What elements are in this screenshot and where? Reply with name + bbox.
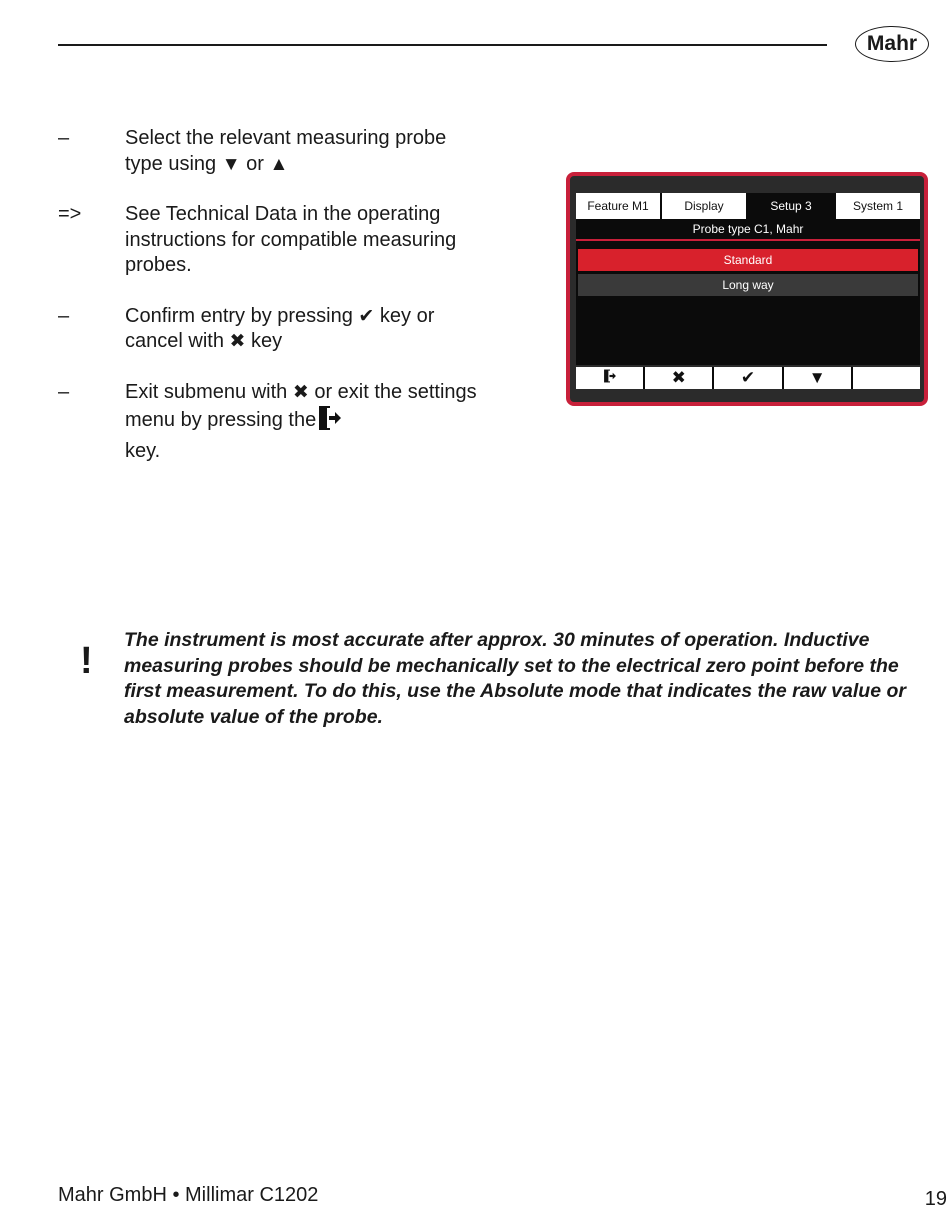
step-confirm-entry [58, 304, 488, 355]
exit-icon [318, 405, 342, 439]
up-arrow-icon: ▲ [269, 153, 289, 175]
exit-softkey[interactable] [576, 367, 643, 389]
cross-icon: ✖ [229, 331, 246, 352]
tab-feature[interactable]: Feature M1 [576, 193, 660, 219]
confirm-softkey[interactable] [714, 367, 781, 389]
device-screen [566, 172, 928, 406]
screen-body [576, 219, 920, 365]
device-tabs [576, 193, 920, 219]
down-softkey[interactable] [784, 367, 851, 389]
mahr-logo: Mahr [855, 26, 929, 62]
step-see-technical-data [58, 202, 488, 279]
header-rule [58, 44, 827, 46]
step-text-part: key [245, 330, 283, 352]
step-text [125, 380, 488, 465]
step-text [125, 304, 488, 355]
empty-softkey[interactable] [853, 367, 920, 389]
page-number: 19 [924, 1188, 947, 1210]
step-marker: – [58, 380, 70, 403]
tab-display[interactable]: Display [662, 193, 746, 219]
step-text-part: or exit the settings menu by pressing the [125, 380, 477, 431]
step-text-part: key or cancel with [125, 304, 435, 352]
cancel-softkey[interactable] [645, 367, 712, 389]
tab-setup[interactable]: Setup 3 [748, 193, 834, 219]
step-exit-menu [58, 380, 488, 465]
footer-company: Mahr GmbH • Millimar C1202 [58, 1184, 319, 1206]
option-long-way[interactable]: Long way [578, 274, 918, 296]
exit-icon [603, 368, 617, 388]
step-marker: => [58, 203, 82, 225]
softkey-bar [576, 367, 920, 389]
warning-exclamation-icon: ! [80, 640, 93, 682]
down-arrow-icon: ▼ [808, 368, 826, 387]
step-select-probe [58, 126, 488, 177]
title-rule [576, 239, 920, 241]
step-text-part: or [240, 152, 270, 175]
step-text-part: Select the relevant measuring probe type using [125, 127, 447, 175]
step-marker: – [58, 304, 70, 327]
step-text-part: Exit submenu with [125, 380, 293, 403]
step-marker: – [58, 127, 70, 149]
tab-system[interactable]: System 1 [836, 193, 920, 219]
confirm-icon: ✔ [740, 368, 756, 387]
step-text: See Technical Data in the operating instructions for compatible measuring probes. [125, 203, 457, 276]
check-icon: ✔ [358, 305, 375, 327]
step-text-part: Confirm entry by pressing [125, 304, 359, 327]
step-text [125, 126, 488, 177]
note-text: The instrument is most accurate after approx. 30 minutes of operation. Inductive measuring probes should be mechanically set to the electrical zero point before the first measurement. To do this, use the Absolute mode that indicates the raw value or absolute value of the probe. [124, 629, 906, 728]
instruction-steps [58, 126, 488, 489]
cancel-icon: ✖ [671, 368, 686, 387]
probe-type-title: Probe type C1, Mahr [692, 222, 804, 236]
cross-icon: ✖ [292, 381, 309, 403]
step-text-part: key. [125, 439, 161, 462]
option-standard[interactable]: Standard [578, 249, 918, 271]
down-arrow-icon: ▼ [221, 153, 241, 175]
